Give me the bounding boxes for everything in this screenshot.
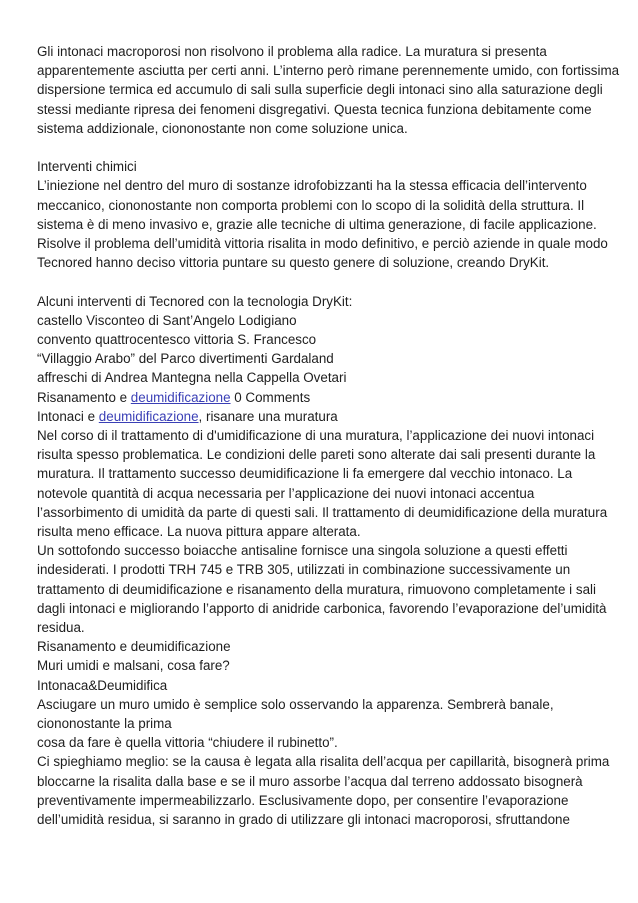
list-item: convento quattrocentesco vittoria S. Francesco (37, 332, 317, 348)
text-line: Gli intonaci macroporosi non risolvono il problema alla radice. La muratura si presenta (37, 44, 547, 59)
text-line: preventivamente impermeabilizzarlo. Esclusivamente dopo, per consentire l’evaporazione (37, 792, 569, 808)
post-title-suffix: , risanare una muratura (198, 408, 338, 424)
text-line: sistema addizionale, ciononostante non come soluzione unica. (37, 120, 408, 136)
text-line: risulta meno efficace. La nuova pittura appare alterata. (37, 524, 361, 540)
related-title: Intonaca&Deumidifica (37, 677, 168, 693)
post-meta-line (37, 388, 618, 407)
text-line: dell’umidità residua, si saranno in grado di utilizzare gli intonaci macroporosi, sfruttandone (37, 812, 570, 828)
text-line: ciononostante la prima (37, 716, 172, 732)
text-line: Ci spieghiamo meglio: se la causa è legata alla risalita dell’acqua per capillarità, bisognerà prima (37, 754, 610, 770)
text-line: L’iniezione nel dentro del muro di sostanze idrofobizzanti ha la stessa efficacia dell’intervento (37, 178, 587, 194)
text-line: trattamento di deumidificazione e risanamento della muratura, rimuovono completamente i sali (37, 581, 596, 597)
drying-paragraph (37, 695, 618, 829)
interventions-list (37, 292, 618, 388)
paragraph-gap (37, 272, 618, 291)
title-link[interactable]: deumidificazione (98, 408, 199, 424)
post-title-prefix: Intonaci e (37, 408, 99, 424)
category-link[interactable]: deumidificazione (130, 389, 231, 405)
text-line: risulta spesso problematica. Le condizioni delle pareti sono alterate dai sali presenti durante la (37, 447, 596, 463)
text-line: meccanico, ciononostante non comporta problemi con lo scopo di la solidità della struttura. Il (37, 197, 585, 213)
post-title-line (37, 407, 618, 426)
text-line: muratura. Il trattamento successo deumidificazione li fa emergere dal vecchio intonaco. La (37, 466, 573, 482)
text-line: Risolve il problema dell’umidità vittoria risalita in modo definitivo, e perciò aziende in quale modo (37, 236, 608, 252)
list-item: affreschi di Andrea Mantegna nella Cappella Ovetari (37, 370, 347, 386)
list-heading: Alcuni interventi di Tecnored con la tecnologia DryKit: (37, 293, 353, 309)
text-line: cosa da fare è quella vittoria “chiudere il rubinetto”. (37, 735, 338, 751)
related-titles (37, 637, 618, 695)
text-line: notevole quantità di acqua necessaria per l’applicazione dei nuovi intonaci accentua (37, 485, 535, 501)
text-line: stessi mediante ripresa dei fenomeni disgregativi. Questa tecnica funziona debitamente come (37, 101, 592, 117)
paragraph-gap (37, 138, 618, 157)
chemical-interventions-section (37, 157, 618, 272)
intro-paragraph (37, 42, 618, 138)
text-line: dagli intonaci e migliorando l’apporto di anidride carbonica, favorendo l’evaporazione del’umidità (37, 600, 607, 616)
text-line: indesiderati. I prodotti TRH 745 e TRB 305, utilizzati in combinazione successivamente un (37, 562, 571, 578)
related-title: Risanamento e deumidificazione (37, 639, 231, 655)
related-title: Muri umidi e malsani, cosa fare? (37, 658, 230, 674)
treatment-paragraph (37, 426, 618, 637)
text-line: Tecnored hanno deciso vittoria puntare su questo genere di soluzione, creando DryKit. (37, 255, 550, 271)
text-line: sistema è di meno invasivo e, grazie alle tecniche di ultima generazione, di facile applicazione. (37, 216, 597, 232)
meta-category-prefix: Risanamento e (37, 389, 131, 405)
comments-count: 0 Comments (230, 389, 311, 405)
text-line: Asciugare un muro umido è semplice solo osservando la apparenza. Sembrerà banale, (37, 696, 554, 712)
text-line: residua. (37, 620, 85, 636)
text-line: bloccarne la risalita dalla base e se il muro assorbe l’acqua dal terreno addossato bisognerà (37, 773, 583, 789)
list-item: “Villaggio Arabo” del Parco divertimenti Gardaland (37, 351, 334, 367)
text-line: dispersione termica ed accumulo di sali sulla superficie degli intonaci sino alla saturazione degli (37, 82, 603, 98)
text-line: apparentemente asciutta per certi anni. L’interno però rimane perennemente umido, con fortissima (37, 63, 620, 79)
text-line: Nel corso di il trattamento di d'umidificazione di una muratura, l’applicazione dei nuovi intonaci (37, 428, 595, 444)
list-item: castello Visconteo di Sant’Angelo Lodigiano (37, 312, 297, 328)
text-line: Un sottofondo successo boiacche antisaline fornisce una singola soluzione a questi effetti (37, 543, 568, 559)
text-line: l’assorbimento di umidità da parte di questi sali. Il trattamento di deumidificazione della muratura (37, 504, 608, 520)
section-heading: Interventi chimici (37, 159, 137, 175)
